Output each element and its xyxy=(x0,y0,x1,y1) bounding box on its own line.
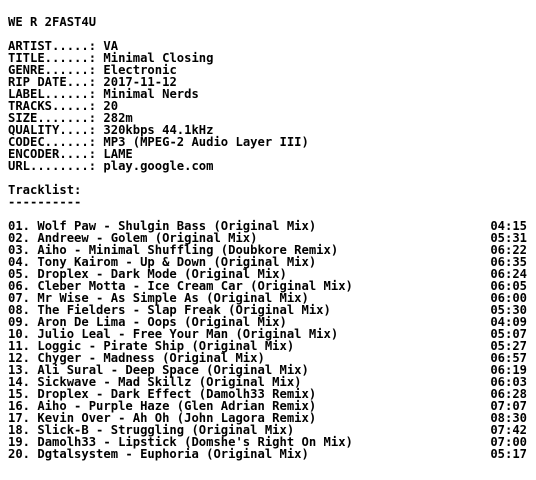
track-title-cell xyxy=(8,448,309,460)
info-key: RIP DATE...: xyxy=(8,75,97,89)
track-title: Ali Sural - Deep Space (Original Mix) xyxy=(37,363,309,377)
info-key: LABEL......: xyxy=(8,87,97,101)
track-title: Slick-B - Struggling (Original Mix) xyxy=(37,423,295,437)
track-duration: 05:31 xyxy=(490,231,527,245)
tracklist xyxy=(8,220,528,460)
track-number: 04. xyxy=(8,255,31,269)
track-number: 08. xyxy=(8,303,31,317)
track-title: Aiho - Purple Haze (Glen Adrian Remix) xyxy=(37,399,317,413)
info-value: play.google.com xyxy=(103,159,214,173)
track-duration: 04:09 xyxy=(490,315,527,329)
track-number: 14. xyxy=(8,375,31,389)
info-key: CODEC......: xyxy=(8,135,97,149)
track-title: Cleber Motta - Ice Cream Car (Original Mix) xyxy=(37,279,353,293)
track-number: 18. xyxy=(8,423,31,437)
track-duration: 06:22 xyxy=(490,243,527,257)
track-duration: 06:24 xyxy=(490,267,527,281)
track-number: 16. xyxy=(8,399,31,413)
info-key: TRACKS.....: xyxy=(8,99,97,113)
info-key: URL........: xyxy=(8,159,97,173)
track-number: 07. xyxy=(8,291,31,305)
track-number: 02. xyxy=(8,231,31,245)
track-duration: 08:30 xyxy=(490,411,527,425)
info-value: MP3 (MPEG-2 Audio Layer III) xyxy=(103,135,309,149)
track-duration: 05:17 xyxy=(490,447,527,461)
tracklist-underline: ---------- xyxy=(8,195,82,209)
track-number: 03. xyxy=(8,243,31,257)
track-duration: 07:00 xyxy=(490,435,527,449)
track-title: Chyger - Madness (Original Mix) xyxy=(37,351,265,365)
track-number: 06. xyxy=(8,279,31,293)
track-number: 17. xyxy=(8,411,31,425)
track-title: Dgtalsystem - Euphoria (Original Mix) xyxy=(37,447,309,461)
track-title: Mr Wise - As Simple As (Original Mix) xyxy=(37,291,309,305)
nfo-document xyxy=(8,16,528,460)
info-value: Electronic xyxy=(103,63,177,77)
info-value: LAME xyxy=(103,147,133,161)
info-value: 282m xyxy=(103,111,133,125)
track-title: Droplex - Dark Effect (Damolh33 Remix) xyxy=(37,387,317,401)
track-number: 12. xyxy=(8,351,31,365)
track-duration: 05:07 xyxy=(490,327,527,341)
release-title: WE R 2FAST4U xyxy=(8,15,97,29)
track-duration: 05:30 xyxy=(490,303,527,317)
info-key: SIZE.......: xyxy=(8,111,97,125)
info-value: 20 xyxy=(103,99,119,113)
release-info xyxy=(8,40,528,172)
track-title: Damolh33 - Lipstick (Domshe's Right On Mix) xyxy=(37,435,353,449)
track-number: 09. xyxy=(8,315,31,329)
track-duration: 06:35 xyxy=(490,255,527,269)
info-key: ENCODER....: xyxy=(8,147,97,161)
track-number: 19. xyxy=(8,435,31,449)
track-title: Wolf Paw - Shulgin Bass (Original Mix) xyxy=(37,219,317,233)
track-duration: 06:57 xyxy=(490,351,527,365)
track-number: 11. xyxy=(8,339,31,353)
info-key: ARTIST.....: xyxy=(8,39,97,53)
info-row xyxy=(8,160,528,172)
track-duration: 07:07 xyxy=(490,399,527,413)
track-duration: 04:15 xyxy=(490,219,527,233)
track-title: Julio Leal - Free Your Man (Original Mix) xyxy=(37,327,339,341)
info-key: TITLE......: xyxy=(8,51,97,65)
track-title: Aiho - Minimal Shuffling (Doubkore Remix) xyxy=(37,243,339,257)
track-number: 15. xyxy=(8,387,31,401)
track-title: Kevin Over - Ah Oh (John Lagora Remix) xyxy=(37,411,317,425)
track-title: Loggic - Pirate Ship (Original Mix) xyxy=(37,339,295,353)
info-key: GENRE......: xyxy=(8,63,97,77)
info-key: QUALITY....: xyxy=(8,123,97,137)
track-duration: 06:19 xyxy=(490,363,527,377)
track-title: The Fielders - Slap Freak (Original Mix) xyxy=(37,303,331,317)
track-number: 10. xyxy=(8,327,31,341)
track-number: 01. xyxy=(8,219,31,233)
track-duration: 06:03 xyxy=(490,375,527,389)
track-title: Droplex - Dark Mode (Original Mix) xyxy=(37,267,287,281)
track-title: Sickwave - Mad Skillz (Original Mix) xyxy=(37,375,302,389)
track-number: 20. xyxy=(8,447,31,461)
track-title: Andreew - Golem (Original Mix) xyxy=(37,231,258,245)
track-title: Aron De Lima - Oops (Original Mix) xyxy=(37,315,287,329)
track-number: 13. xyxy=(8,363,31,377)
track-duration: 05:27 xyxy=(490,339,527,353)
track-number: 05. xyxy=(8,267,31,281)
tracklist-heading: Tracklist: xyxy=(8,183,82,197)
track-duration: 06:28 xyxy=(490,387,527,401)
info-value: 320kbps 44.1kHz xyxy=(103,123,214,137)
track-duration: 06:00 xyxy=(490,291,527,305)
track-row xyxy=(8,448,528,460)
info-value: 2017-11-12 xyxy=(103,75,177,89)
info-value: VA xyxy=(103,39,119,53)
info-value: Minimal Closing xyxy=(103,51,214,65)
info-value: Minimal Nerds xyxy=(103,87,199,101)
track-duration: 06:05 xyxy=(490,279,527,293)
track-duration: 07:42 xyxy=(490,423,527,437)
track-title: Tony Kairom - Up & Down (Original Mix) xyxy=(37,255,317,269)
